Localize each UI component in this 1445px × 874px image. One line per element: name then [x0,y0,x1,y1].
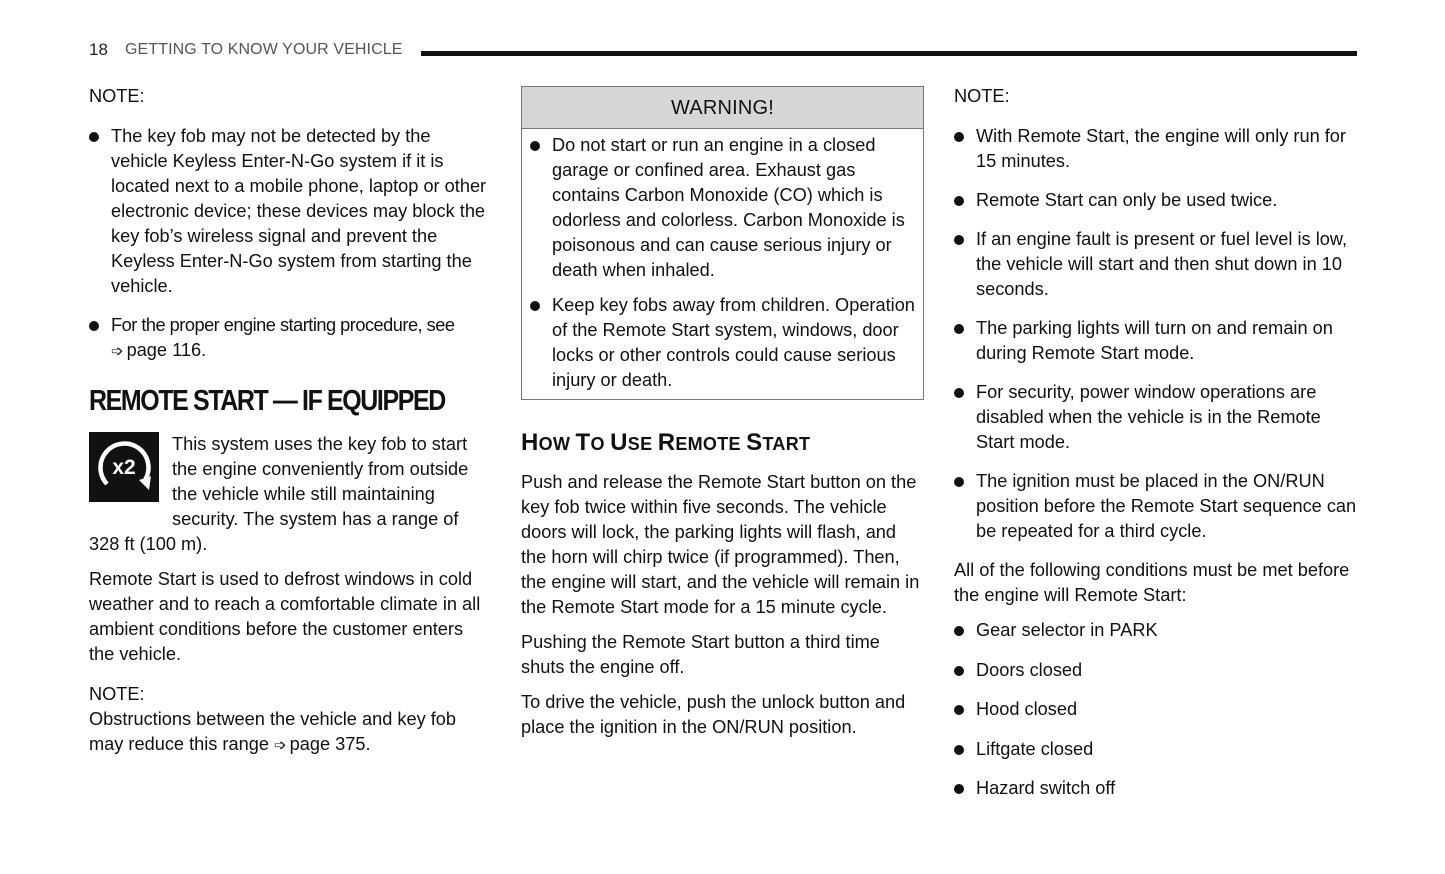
list-item: For security, power window operations are disabled when the vehicle is in the Remote Start mode. [954,380,1359,455]
list-item: The parking lights will turn on and remain on during Remote Start mode. [954,316,1359,366]
intro-text: This system uses the key fob to start the engine conveniently from outside the vehicle while still maintaining security. The system has a range of [172,434,469,529]
bullet-icon [954,196,964,206]
list-item: Hood closed [954,697,1359,722]
note-label: NOTE: [89,684,145,704]
bullet-icon [530,141,540,151]
paragraph: To drive the vehicle, push the unlock button and place the ignition in the ON/RUN position. [521,692,906,737]
note-label: NOTE: [954,86,1010,106]
conditions-list [954,618,1359,801]
page-header [89,38,1357,66]
note-text: Obstructions between the vehicle and key fob may reduce this range ➩ page 375. [89,707,489,758]
list-item: Do not start or run an engine in a closed garage or confined area. Exhaust gas contains Carbon Monoxide (CO) which is odorless and colorless. Carbon Monoxide is poisonous and can cause serious injury or death when inhaled. [530,133,915,283]
list-item: Gear selector in PARK [954,618,1359,643]
list-item: Remote Start can only be used twice. [954,188,1359,213]
note-label: NOTE: [89,86,145,106]
column-3 [954,84,1359,801]
list-item: Keep key fobs away from children. Operation of the Remote Start system, windows, door locks or other controls could cause serious injury or death. [530,293,915,393]
svg-text:x2: x2 [112,456,136,479]
paragraph: Push and release the Remote Start button on the key fob twice within five seconds. The vehicle doors will lock, the parking lights will flash, and the horn will chirp twice (if programmed). Then, the engine will start, and the vehicle will remain in the Remote Start mode for a 15 minute cycle. [521,472,920,617]
paragraph: Pushing the Remote Start button a third time shuts the engine off. [521,632,880,677]
bullet-icon [89,132,99,142]
column-1 [89,84,489,758]
warning-body [522,129,923,399]
list-item: Liftgate closed [954,737,1359,762]
page-ref-link[interactable]: page 375. [289,734,371,754]
remote-start-intro [89,432,489,557]
bullet-icon [954,388,964,398]
bullet-icon [954,745,964,755]
list-item: The ignition must be placed in the ON/RUN position before the Remote Start sequence can be repeated for a third cycle. [954,469,1359,544]
section-heading-wrap [89,383,489,419]
page-ref-arrow-icon: ➩ [111,343,124,360]
list-item: Hazard switch off [954,776,1359,801]
list-item: If an engine fault is present or fuel level is low, the vehicle will start and then shut down in 10 seconds. [954,227,1359,302]
bullet-icon [954,477,964,487]
page-ref-link[interactable]: page 116. [126,340,207,360]
warning-title: WARNING! [522,87,923,129]
list-item: For the proper engine starting procedure, see ➩ page 116. [89,313,489,364]
warning-box [521,86,924,400]
bullet-icon [530,301,540,311]
remote-start-icon [89,432,159,502]
bullet-icon [954,626,964,636]
bullet-icon [954,784,964,794]
list-item: With Remote Start, the engine will only run for 15 minutes. [954,124,1359,174]
section-heading: REMOTE START — IF EQUIPPED [89,385,445,417]
list-item: The key fob may not be detected by the vehicle Keyless Enter-N-Go system if it is located next to a mobile phone, laptop or other electronic device; these devices may block the key fob’s wireless signal and prevent the Keyless Enter-N-Go system from starting the vehicle. [89,124,489,299]
header-rule [421,51,1357,56]
bullet-icon [954,666,964,676]
bullet-icon [954,235,964,245]
note-bullet-list [89,124,489,364]
bullet-icon [89,321,99,331]
page-ref-arrow-icon: ➩ [274,737,287,754]
bullet-icon [954,705,964,715]
intro-text-continued: 328 ft (100 m). [89,534,208,554]
section-title: GETTING TO KNOW YOUR VEHICLE [125,41,403,58]
warning-bullet-list [530,133,915,393]
note-bullet-list [954,124,1359,544]
subheading: HOW TO USE REMOTE START [521,429,811,456]
page-number: 18 [89,40,108,59]
list-item: Doors closed [954,658,1359,683]
paragraph: All of the following conditions must be met before the engine will Remote Start: [954,560,1350,605]
column-2 [521,86,924,740]
bullet-icon [954,132,964,142]
paragraph: Remote Start is used to defrost windows in cold weather and to reach a comfortable climate in all ambient conditions before the customer enters the vehicle. [89,569,481,664]
bullet-icon [954,324,964,334]
